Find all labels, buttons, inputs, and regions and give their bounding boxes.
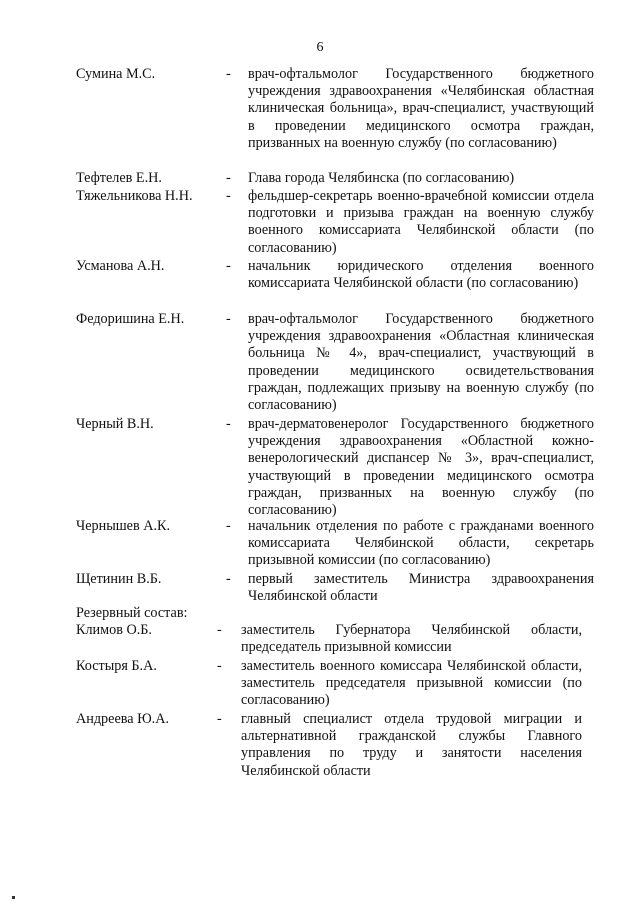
member-dash: - — [226, 416, 231, 432]
reserve-dash: - — [217, 711, 222, 727]
member-name: Щетинин В.Б. — [76, 571, 162, 587]
reserve-description: заместитель военного комиссара Челябинской области, заместитель председателя призывной комиссии (по согласованию) — [241, 658, 582, 709]
member-description: начальник юридического отделения военного комиссариата Челябинской области (по согласованию) — [248, 258, 594, 292]
member-name: Черный В.Н. — [76, 416, 154, 432]
member-dash: - — [226, 170, 231, 186]
member-name: Тяжельникова Н.Н. — [76, 188, 193, 204]
member-name: Сумина М.С. — [76, 66, 156, 82]
reserve-dash: - — [217, 622, 222, 638]
reserve-description: главный специалист отдела трудовой миграции и альтернативной гражданской службы Главного управления по труду и занятости населения Челябинской области — [241, 711, 582, 779]
reserve-name: Андреева Ю.А. — [76, 711, 170, 727]
member-dash: - — [226, 518, 231, 534]
member-dash: - — [226, 66, 231, 82]
member-dash: - — [226, 571, 231, 587]
member-name: Чернышев А.К. — [76, 518, 171, 534]
member-description: первый заместитель Министра здравоохранения Челябинской области — [248, 571, 594, 605]
reserve-description: заместитель Губернатора Челябинской области, председатель призывной комиссии — [241, 622, 582, 656]
member-description: фельдшер-секретарь военно-врачебной комиссии отдела подготовки и призыва граждан на военную службу военного комиссариата Челябинской области (по согласованию) — [248, 188, 594, 256]
member-description: врач-офтальмолог Государственного бюджетного учреждения здравоохранения «Областная клиническая больница № 4», врач-специалист, участвующий в проведении медицинского освидетельствования граждан, подлежащих призыву на военную службу (по согласованию) — [248, 311, 594, 414]
member-description: Глава города Челябинска (по согласованию) — [248, 170, 515, 186]
reserve-name: Костыря Б.А. — [76, 658, 157, 674]
member-description: врач-дерматовенеролог Государственного бюджетного учреждения здравоохранения «Областной кожно-венерологический диспансер № 3», врач-специалист, участвующий в проведении медицинского осмотра граждан, призванных на военную службу (по согласованию) — [248, 416, 594, 519]
reserve-dash: - — [217, 658, 222, 674]
reserve-name: Климов О.Б. — [76, 622, 152, 638]
member-name: Тефтелев Е.Н. — [76, 170, 162, 186]
page-number: 6 — [316, 40, 324, 55]
member-name: Усманова А.Н. — [76, 258, 165, 274]
member-description: начальник отделения по работе с гражданами военного комиссариата Челябинской области, секретарь призывной комиссии (по согласованию) — [248, 518, 594, 569]
scan-dot — [12, 896, 15, 899]
member-dash: - — [226, 188, 231, 204]
member-description: врач-офтальмолог Государственного бюджетного учреждения здравоохранения «Челябинская областная клиническая больница», врач-специалист, участвующий в проведении медицинского осмотра граждан, призванных на военную службу (по согласованию) — [248, 66, 594, 151]
member-dash: - — [226, 258, 231, 274]
member-name: Федоришина Е.Н. — [76, 311, 185, 327]
member-dash: - — [226, 311, 231, 327]
reserve-heading: Резервный состав: — [76, 605, 188, 621]
